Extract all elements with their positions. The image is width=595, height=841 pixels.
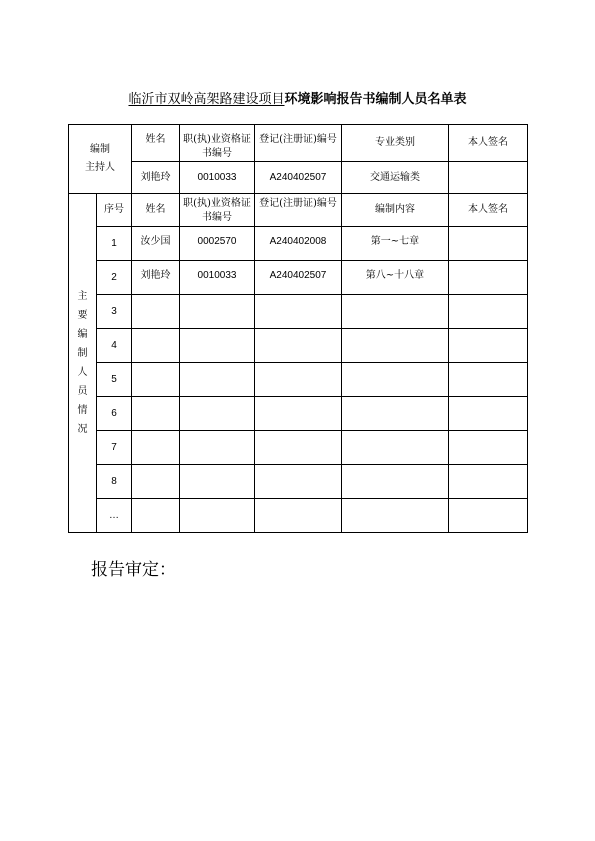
content-cell xyxy=(342,499,449,533)
staff-roster-table xyxy=(68,124,528,533)
content-cell xyxy=(342,295,449,329)
host-reg-cell: A240402507 xyxy=(255,162,342,194)
cert-cell xyxy=(180,363,255,397)
staff-header-name: 姓名 xyxy=(132,194,180,227)
content-cell: 第八~十八章 xyxy=(342,261,449,295)
staff-label-char: 员 xyxy=(77,386,88,397)
seq-cell: 8 xyxy=(97,465,132,499)
signature-cell xyxy=(449,329,528,363)
cert-cell: 0010033 xyxy=(180,261,255,295)
staff-header-content: 编制内容 xyxy=(342,194,449,227)
table-row xyxy=(69,499,528,533)
signature-cell xyxy=(449,363,528,397)
cert-cell xyxy=(180,397,255,431)
reg-cell xyxy=(255,397,342,431)
host-header-row xyxy=(69,125,528,162)
table-row xyxy=(69,329,528,363)
reg-cell: A240402008 xyxy=(255,227,342,261)
cert-cell xyxy=(180,499,255,533)
name-cell xyxy=(132,499,180,533)
staff-header-reg: 登记(注册证)编号 xyxy=(255,194,342,227)
host-header-reg: 登记(注册证)编号 xyxy=(255,125,342,162)
host-header-name: 姓名 xyxy=(132,125,180,162)
host-header-signature: 本人签名 xyxy=(449,125,528,162)
staff-header-row xyxy=(69,194,528,227)
staff-label-char: 要 xyxy=(77,310,88,321)
seq-cell: 7 xyxy=(97,431,132,465)
signature-cell xyxy=(449,397,528,431)
cert-cell: 0002570 xyxy=(180,227,255,261)
table-row xyxy=(69,363,528,397)
signature-cell xyxy=(449,261,528,295)
host-cert-cell: 0010033 xyxy=(180,162,255,194)
signature-cell xyxy=(449,295,528,329)
content-cell xyxy=(342,431,449,465)
staff-label-char: 编 xyxy=(77,329,88,340)
project-name: 临沂市双岭高架路建设项目 xyxy=(128,92,285,107)
host-header-cert: 职(执)业资格证书编号 xyxy=(180,125,255,162)
seq-cell: 6 xyxy=(97,397,132,431)
signature-cell xyxy=(449,465,528,499)
staff-label-char: 主 xyxy=(77,291,88,302)
table-row xyxy=(69,295,528,329)
signature-cell xyxy=(449,431,528,465)
staff-section-label xyxy=(69,194,97,533)
signature-cell xyxy=(449,499,528,533)
host-header-category: 专业类别 xyxy=(342,125,449,162)
reg-cell xyxy=(255,431,342,465)
seq-cell: … xyxy=(97,499,132,533)
host-name-cell: 刘艳玲 xyxy=(132,162,180,194)
seq-cell: 2 xyxy=(97,261,132,295)
table-row xyxy=(69,465,528,499)
cert-cell xyxy=(180,329,255,363)
cert-cell xyxy=(180,465,255,499)
seq-cell: 1 xyxy=(97,227,132,261)
name-cell xyxy=(132,431,180,465)
document-title xyxy=(0,88,595,107)
name-cell xyxy=(132,465,180,499)
name-cell: 刘艳玲 xyxy=(132,261,180,295)
content-cell xyxy=(342,329,449,363)
table-row xyxy=(69,261,528,295)
host-section-label: 编制 主持人 xyxy=(69,125,132,194)
table-row xyxy=(69,397,528,431)
staff-label-char: 制 xyxy=(77,348,88,359)
seq-cell: 5 xyxy=(97,363,132,397)
name-cell xyxy=(132,329,180,363)
reg-cell xyxy=(255,295,342,329)
content-cell xyxy=(342,397,449,431)
content-cell xyxy=(342,465,449,499)
table-row xyxy=(69,227,528,261)
cert-cell xyxy=(180,431,255,465)
reg-cell xyxy=(255,499,342,533)
staff-header-cert: 职(执)业资格证书编号 xyxy=(180,194,255,227)
seq-cell: 3 xyxy=(97,295,132,329)
host-data-row xyxy=(69,162,528,194)
name-cell xyxy=(132,363,180,397)
content-cell: 第一~七章 xyxy=(342,227,449,261)
reg-cell: A240402507 xyxy=(255,261,342,295)
staff-header-seq: 序号 xyxy=(97,194,132,227)
name-cell xyxy=(132,397,180,431)
name-cell xyxy=(132,295,180,329)
reg-cell xyxy=(255,363,342,397)
reg-cell xyxy=(255,329,342,363)
host-signature-cell xyxy=(449,162,528,194)
staff-label-char: 况 xyxy=(77,424,88,435)
signature-cell xyxy=(449,227,528,261)
host-category-cell: 交通运输类 xyxy=(342,162,449,194)
staff-label-char: 情 xyxy=(77,405,88,416)
report-review-label: 报告审定： xyxy=(91,560,176,580)
staff-label-char: 人 xyxy=(77,367,88,378)
name-cell: 汝少国 xyxy=(132,227,180,261)
content-cell xyxy=(342,363,449,397)
cert-cell xyxy=(180,295,255,329)
staff-header-signature: 本人签名 xyxy=(449,194,528,227)
reg-cell xyxy=(255,465,342,499)
table-row xyxy=(69,431,528,465)
seq-cell: 4 xyxy=(97,329,132,363)
title-suffix: 环境影响报告书编制人员名单表 xyxy=(284,92,467,107)
